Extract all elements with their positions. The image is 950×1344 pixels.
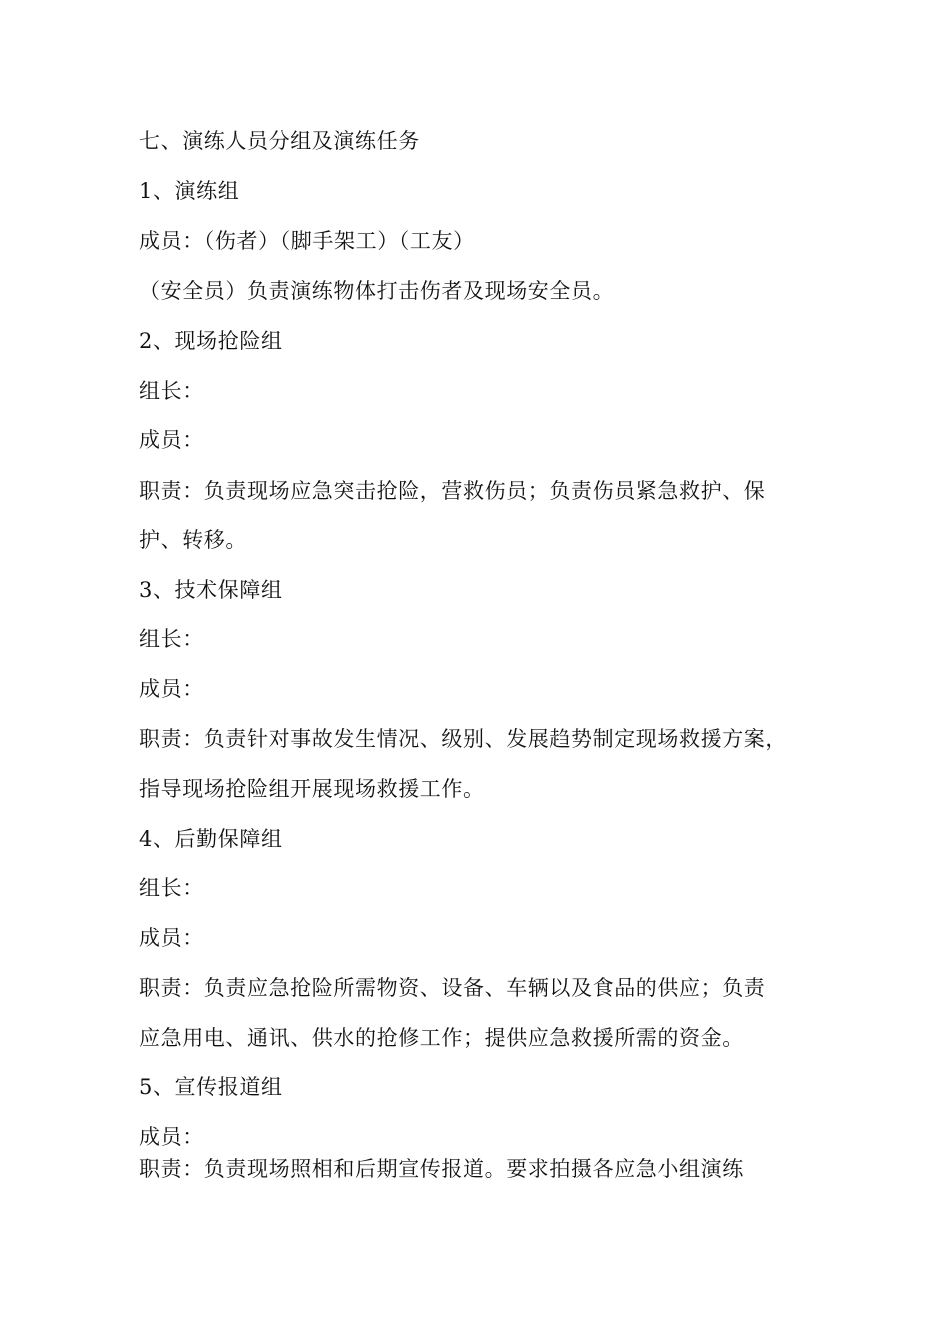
- rescue-duty-line: 职责：负责现场应急突击抢险，营救伤员；负责伤员紧急救护、保: [139, 479, 766, 503]
- publicity-duty-line: 职责：负责现场照相和后期宣传报道。要求拍摄各应急小组演练: [139, 1157, 744, 1181]
- group-heading-tech: 3、技术保障组: [139, 578, 283, 602]
- rescue-duty-line-cont: 护、转移。: [139, 528, 247, 552]
- logistics-leader-line: 组长：: [139, 876, 204, 900]
- drill-safety-line: （安全员）负责演练物体打击伤者及现场安全员。: [139, 279, 615, 303]
- tech-leader-line: 组长：: [139, 627, 204, 651]
- rescue-leader-line: 组长：: [139, 379, 204, 403]
- tech-members-line: 成员：: [139, 677, 204, 701]
- logistics-duty-line: 职责：负责应急抢险所需物资、设备、车辆以及食品的供应；负责: [139, 976, 766, 1000]
- rescue-members-line: 成员：: [139, 428, 204, 452]
- logistics-duty-line-cont: 应急用电、通讯、供水的抢修工作；提供应急救援所需的资金。: [139, 1026, 744, 1050]
- group-heading-publicity: 5、宣传报道组: [139, 1075, 283, 1099]
- section-heading: 七、演练人员分组及演练任务: [139, 129, 420, 153]
- drill-members-line: 成员：（伤者）（脚手架工）（工友）: [139, 229, 475, 253]
- tech-duty-line-cont: 指导现场抢险组开展现场救援工作。: [139, 777, 485, 801]
- group-heading-logistics: 4、后勤保障组: [139, 827, 283, 851]
- publicity-members-line: 成员：: [139, 1125, 204, 1149]
- tech-duty-line: 职责：负责针对事故发生情况、级别、发展趋势制定现场救援方案，: [139, 727, 787, 751]
- group-heading-drill: 1、演练组: [139, 179, 240, 203]
- group-heading-rescue: 2、现场抢险组: [139, 329, 283, 353]
- logistics-members-line: 成员：: [139, 926, 204, 950]
